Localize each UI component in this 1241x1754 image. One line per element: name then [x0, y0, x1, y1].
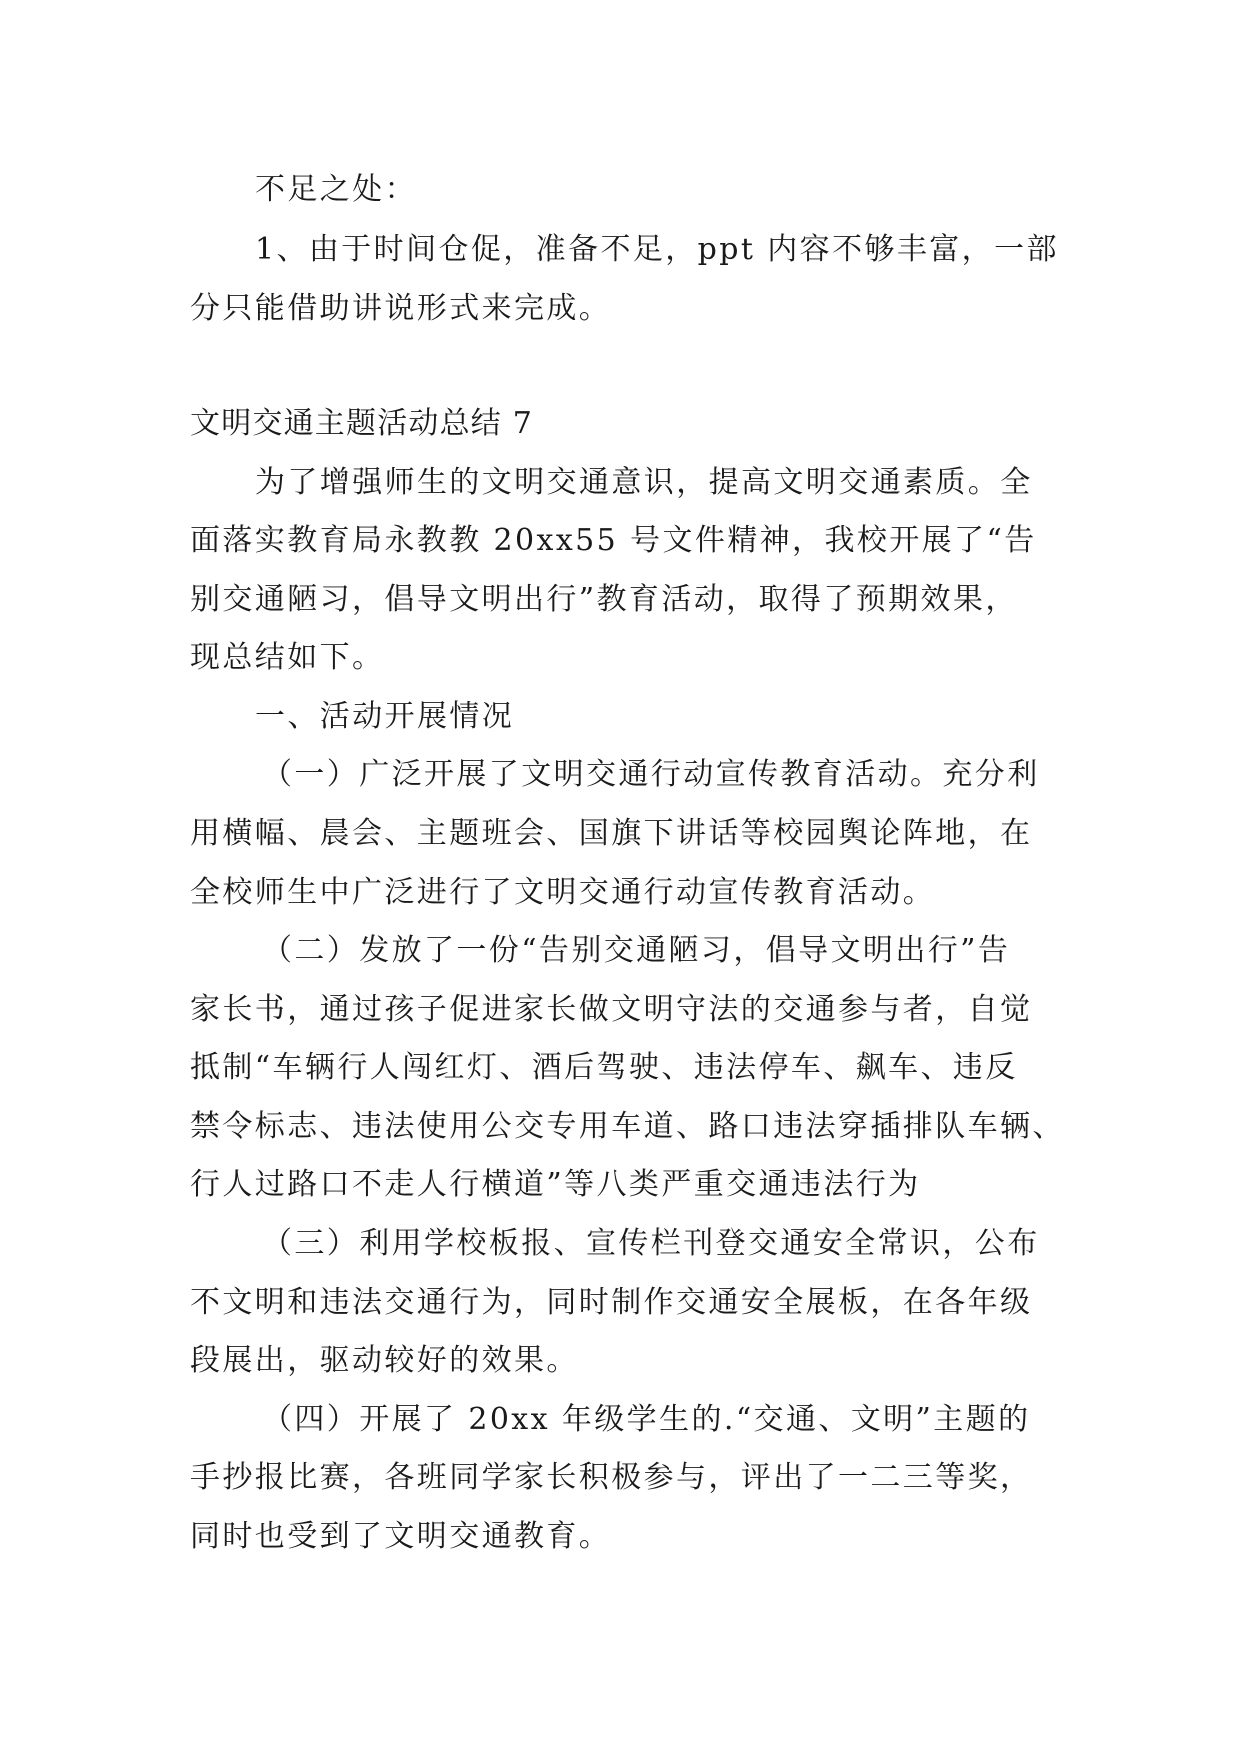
paragraph-line: 不文明和违法交通行为，同时制作交通安全展板，在各年级 — [190, 1285, 1033, 1320]
paragraph-line: 现总结如下。 — [190, 640, 385, 675]
paragraph-line: 为了增强师生的文明交通意识，提高文明交通素质。全 — [255, 465, 1033, 500]
paragraph-line: 不足之处： — [255, 172, 417, 207]
paragraph-line: 段展出，驱动较好的效果。 — [190, 1343, 579, 1378]
paragraph-line: 全校师生中广泛进行了文明交通行动宣传教育活动。 — [190, 875, 936, 910]
section-title: 文明交通主题活动总结 7 — [190, 406, 534, 441]
paragraph-line: 家长书，通过孩子促进家长做文明守法的交通参与者，自觉 — [190, 992, 1033, 1027]
paragraph-line: 别交通陋习，倡导文明出行”教育活动，取得了预期效果， — [190, 582, 1018, 617]
paragraph-line: （二）发放了一份“告别交通陋习，倡导文明出行”告 — [262, 933, 1011, 968]
paragraph-line: 面落实教育局永教教 20xx55 号文件精神，我校开展了“告 — [190, 523, 1037, 558]
subsection-title: 一、活动开展情况 — [255, 699, 515, 734]
paragraph-line: （一）广泛开展了文明交通行动宣传教育活动。充分利 — [262, 757, 1040, 792]
paragraph-line: 抵制“车辆行人闯红灯、酒后驾驶、违法停车、飙车、违反 — [190, 1050, 1018, 1085]
paragraph-line: 手抄报比赛，各班同学家长积极参与，评出了一二三等奖， — [190, 1460, 1033, 1495]
paragraph-line: 1、由于时间仓促，准备不足，ppt 内容不够丰富，一部 — [255, 232, 1059, 267]
paragraph-line: 同时也受到了文明交通教育。 — [190, 1519, 612, 1554]
paragraph-line: （四）开展了 20xx 年级学生的.“交通、文明”主题的 — [262, 1402, 1031, 1437]
paragraph-line: 禁令标志、违法使用公交专用车道、路口违法穿插排队车辆、 — [190, 1109, 1065, 1144]
paragraph-line: 行人过路口不走人行横道”等八类严重交通违法行为 — [190, 1167, 921, 1202]
paragraph-line: 分只能借助讲说形式来完成。 — [190, 291, 612, 326]
paragraph-line: （三）利用学校板报、宣传栏刊登交通安全常识，公布 — [262, 1226, 1040, 1261]
paragraph-line: 用横幅、晨会、主题班会、国旗下讲话等校园舆论阵地，在 — [190, 816, 1033, 851]
